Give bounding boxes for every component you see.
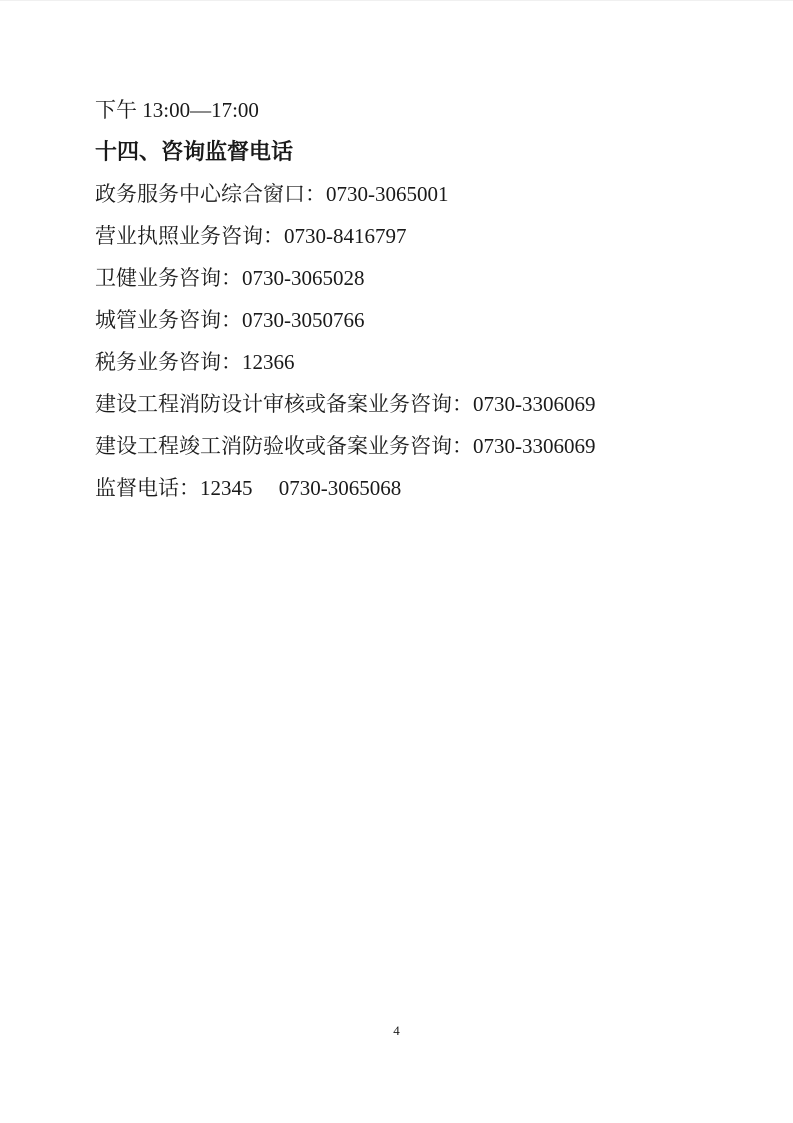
phone-entry-health: 卫健业务咨询：0730-3065028 — [95, 266, 365, 290]
phone-entry-business-license: 营业执照业务咨询：0730-8416797 — [95, 224, 407, 248]
phone-entry-fire-completion-acceptance: 建设工程竣工消防验收或备案业务咨询：0730-3306069 — [95, 434, 596, 458]
phone-entry-supervision: 监督电话：12345 0730-3065068 — [95, 476, 402, 500]
phone-entry-tax: 税务业务咨询：12366 — [95, 350, 295, 374]
office-hours-line: 下午 13:00—17:00 — [95, 98, 259, 122]
phone-entry-service-center: 政务服务中心综合窗口：0730-3065001 — [95, 182, 449, 206]
page-number: 4 — [393, 1023, 400, 1038]
section-heading: 十四、咨询监督电话 — [95, 139, 294, 164]
phone-entry-urban-management: 城管业务咨询：0730-3050766 — [95, 308, 365, 332]
document-body — [95, 89, 713, 509]
phone-entry-fire-design-review: 建设工程消防设计审核或备案业务咨询：0730-3306069 — [95, 392, 596, 416]
